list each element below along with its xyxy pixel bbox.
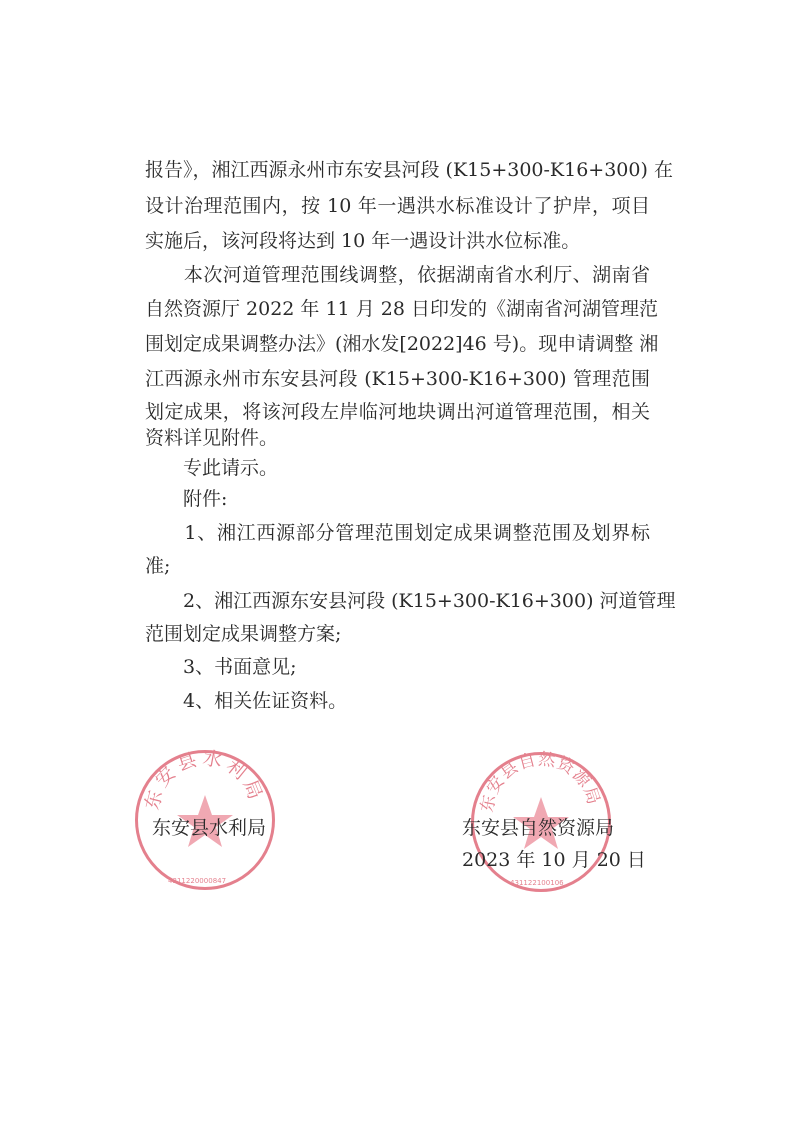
body-line: 2、湘江西源东安县河段 (K15+300-K16+300) 河道管理: [145, 590, 676, 612]
document-date: 2023 年 10 月 20 日: [462, 849, 646, 871]
body-line: 1、湘江西源部分管理范围划定成果调整范围及划界标: [145, 522, 650, 544]
body-line: 自然资源厅 2022 年 11 月 28 日印发的《湖南省河湖管理范: [145, 298, 658, 320]
body-line: 附件:: [145, 488, 228, 510]
body-line: 3、书面意见;: [145, 656, 297, 678]
seal-text: 东安县自然资源局: [477, 749, 604, 814]
body-line: 江西源永州市东安县河段 (K15+300-K16+300) 管理范围: [145, 368, 650, 390]
body-line: 范围划定成果调整方案;: [145, 623, 342, 645]
seal-code: 431122100106: [510, 879, 564, 887]
body-line: 4、相关佐证资料。: [145, 690, 348, 712]
signature-water-bureau: 东安县水利局: [152, 817, 267, 839]
body-line: 报告》，湘江西源永州市东安县河段 (K15+300-K16+300) 在: [145, 159, 673, 181]
body-line: 围划定成果调整办法》(湘水发[2022]46 号)。现申请调整 湘: [145, 333, 659, 355]
body-line: 实施后，该河段将达到 10 年一遇设计洪水位标准。: [145, 230, 581, 252]
seal-text: 东安县水利局: [141, 746, 268, 813]
body-line: 划定成果，将该河段左岸临河地块调出河道管理范围，相关: [145, 401, 650, 423]
body-line: 本次河道管理范围线调整，依据湖南省水利厅、湖南省: [145, 264, 650, 286]
signature-natural-resources-bureau: 东安县自然资源局: [462, 817, 615, 839]
body-line: 资料详见附件。: [145, 427, 279, 449]
body-line: 专此请示。: [145, 457, 279, 479]
seal-code: 4311220000847: [168, 877, 227, 885]
body-line: 准;: [145, 555, 171, 577]
body-line: 设计治理范围内，按 10 年一遇洪水标准设计了护岸，项目: [145, 195, 650, 217]
